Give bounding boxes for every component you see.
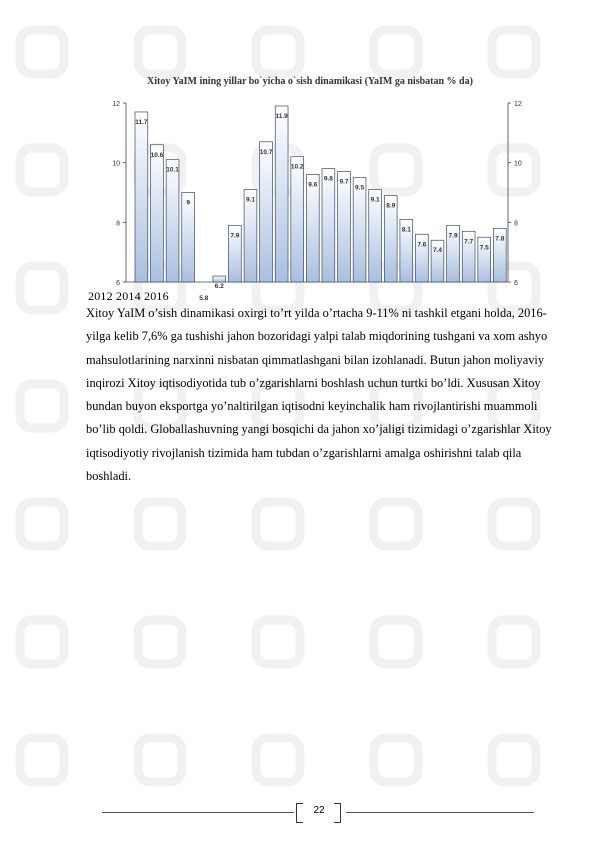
y-tick-label-right: 8 (514, 220, 518, 228)
y-tick-label-right: 6 (514, 280, 518, 287)
chart-bar (166, 160, 179, 282)
y-tick-label-left: 12 (112, 101, 120, 108)
bar-value-label: 10.1 (166, 166, 179, 174)
chart-bar (213, 276, 226, 282)
chart-bar (151, 145, 164, 282)
bar-value-label: 7.7 (464, 238, 474, 246)
bar-value-label: 11.7 (135, 118, 148, 126)
footer-bracket-right (334, 803, 341, 823)
y-tick-label-left: 6 (116, 280, 120, 287)
bar-value-label: 9.6 (308, 181, 318, 189)
bar-value-label: 10.2 (290, 163, 304, 171)
bar-value-label: 7.6 (417, 241, 427, 249)
body-paragraph: Xitoy YaIM o’sish dinamikasi oxirgi to’rt yilda o’rtacha 9-11% ni tashkil etgani holda, 2016- yilga kelib 7,6% ga tushishi jahon bozoridagi yalpi talab miqdorining tushgani va xom ashyo mahsulotlarining narxinni nisbatan qimmatlashgani bilan izohlanadi. Butun jahon moliyaviy inqirozi Xitoy iqtisodiyotida tub o’zgarishlarni boshlash uchun turtki bo’ldi. Xususan Xitoy bundan buyon eksportga yo’naltirilgan iqtisodni keyinchalik ham rivojlantirishi muammoli bo’lib qoldi. Globallashuvning yangi bosqichi da jahon xo’jaligi tizimidagi o’zgarishlar Xitoy iqtisodiyotiy rivojlanish tizimida ham tubdan o’zgarishlarni amalga oshirishni talab qila boshladi. (86, 306, 552, 484)
bar-value-label: 10.7 (259, 148, 273, 156)
bar-value-label: 6.2 (214, 283, 224, 291)
bar-value-label: 5.8 (199, 294, 209, 302)
footer-rule-left (102, 812, 294, 813)
bar-value-label: 7.4 (432, 247, 442, 255)
bar-value-label: 9.5 (355, 184, 365, 192)
chart-bar (135, 112, 148, 282)
y-tick-label-right: 12 (514, 101, 522, 108)
bar-value-label: 8.9 (386, 202, 396, 210)
bar-value-label: 10.6 (150, 151, 164, 159)
bar-value-label: 9.1 (370, 196, 380, 204)
y-tick-label-left: 8 (116, 220, 120, 228)
chart-bar (353, 178, 366, 282)
chart-bar (306, 175, 319, 282)
bar-value-label: 7.5 (479, 244, 489, 252)
chart-bar (322, 169, 335, 282)
bar-value-label: 8.1 (401, 226, 411, 234)
bar-value-label: 7.8 (495, 235, 505, 243)
bar-value-label: 7.9 (448, 232, 458, 240)
bar-value-label: 11.9 (275, 112, 288, 120)
y-tick-label-left: 10 (112, 160, 120, 168)
bar-value-label: 9.1 (245, 196, 255, 204)
bar-value-label: 9 (186, 199, 190, 207)
footer-bracket-left (296, 803, 303, 823)
chart-year-axis-labels: 2012 2014 2016 (88, 289, 169, 303)
body-text (86, 302, 561, 488)
bar-value-label: 9.7 (339, 178, 349, 186)
y-tick-label-right: 10 (514, 160, 522, 168)
chart-bar (338, 172, 351, 282)
bar-value-label: 7.9 (230, 232, 240, 240)
page-number: 22 (313, 805, 325, 816)
chart-bar (291, 157, 304, 282)
chart-bar (260, 142, 273, 282)
bar-value-label: 9.8 (323, 175, 333, 183)
chart-bar (275, 106, 288, 282)
chart-title: Xitoy YaIM ining yillar bo`yicha o`sish dinamikasi (YaIM ga nisbatan % da) (147, 76, 473, 87)
footer-rule-right (346, 812, 534, 813)
